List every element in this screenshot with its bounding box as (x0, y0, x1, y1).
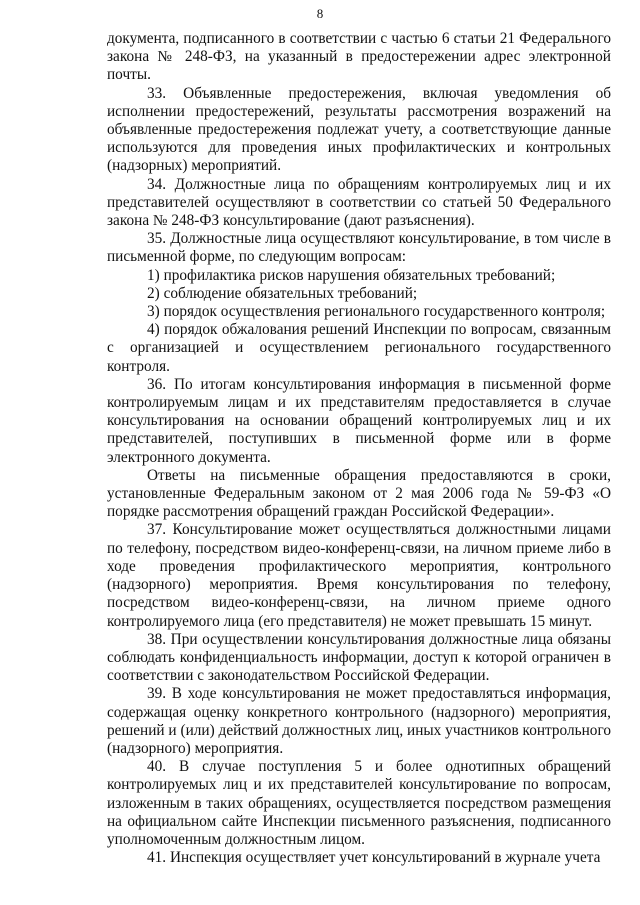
paragraph-continuation: документа, подписанного в соответствии с частью 6 статьи 21 Федерального закона № 248-ФЗ, на указанный в предостережении адрес электронной почты. (107, 30, 611, 84)
paragraph-38: 38. При осуществлении консультирования должностные лица обязаны соблюдать конфиденциальность информации, доступ к которой ограничен в соответствии с законодательством Российской Федерации. (107, 630, 611, 685)
list-item-35-1: 1) профилактика рисков нарушения обязательных требований; (147, 266, 556, 284)
page-number: 8 (316, 6, 324, 21)
list-item-35-3: 3) порядок осуществления регионального государственного контроля; (147, 303, 606, 321)
paragraph-34: 34. Должностные лица по обращениям контролируемых лиц и их представителей осуществляют в соответствии со статьей 50 Федерального закона № 248-ФЗ консультирование (дают разъяснения). (107, 175, 611, 230)
paragraph-39: 39. В ходе консультирования не может предоставляться информация, содержащая оценку конкретного контрольного (надзорного) мероприятия, решений и (или) действий должностных лиц, иных участников контрольного (надзорного) мероприятия. (107, 685, 611, 757)
list-item-35-4: 4) порядок обжалования решений Инспекции по вопросам, связанным с организацией и осуществлением регионального государственного контроля. (107, 321, 611, 375)
paragraph-35: 35. Должностные лица осуществляют консультирование, в том числе в письменной форме, по следующим вопросам: (107, 230, 611, 266)
document-body (107, 30, 611, 867)
list-item-35-2: 2) соблюдение обязательных требований; (147, 284, 418, 302)
paragraph-36-answers: Ответы на письменные обращения предоставляются в сроки, установленные Федеральным законом от 2 мая 2006 года № 59-ФЗ «О порядке рассмотрения обращений граждан Российской Федерации». (107, 466, 611, 521)
paragraph-36: 36. По итогам консультирования информация в письменной форме контролируемым лицам и их представителям предоставляется в случае консультирования на основании обращений контролируемых лиц и их представителей, поступивших в письменной форме или в форме электронного документа. (107, 375, 611, 466)
paragraph-41: 41. Инспекция осуществляет учет консультирований в журнале учета (147, 849, 601, 867)
paragraph-40: 40. В случае поступления 5 и более однотипных обращений контролируемых лиц и их представителей консультирование по вопросам, изложенным в таких обращениях, осуществляется посредством размещения на официальном сайте Инспекции письменного разъяснения, подписанного уполномоченным должностным лицом. (107, 758, 611, 848)
paragraph-37: 37. Консультирование может осуществляться должностными лицами по телефону, посредством видео-конференц-связи, на личном приеме либо в ходе проведения профилактического мероприятия, контрольного (надзорного) мероприятия. Время консультирования по телефону, посредством видео-конференц-связи, на личном приеме одного контролируемого лица (его представителя) не может превышать 15 минут. (107, 521, 611, 630)
paragraph-33: 33. Объявленные предостережения, включая уведомления об исполнении предостережений, результаты рассмотрения возражений на объявленные предостережения подлежат учету, а соответствующие данные используются для проведения иных профилактических и контрольных (надзорных) мероприятий. (107, 84, 611, 175)
